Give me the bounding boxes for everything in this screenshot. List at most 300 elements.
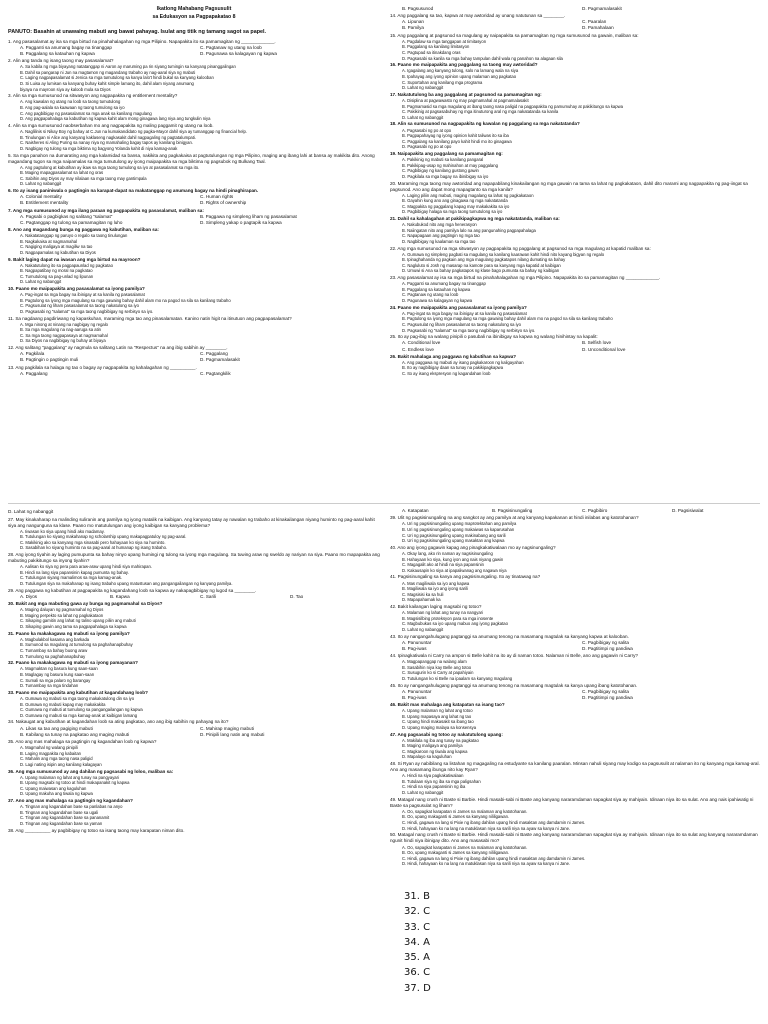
answer-option: B. Sa mga magulang na nag-aaruga sa atin [20,327,102,333]
answer-options [390,581,762,603]
answer-option: A. Mga ninong at ninang na nagbigay ng regalo [20,321,109,327]
question-item [390,515,762,543]
answer-option: A. Okay lang, ako rin naman ay nagsisinungaling [402,550,493,556]
answer-option: B. Magiliwala sa iyo ang iyong sarili [402,586,468,592]
answer-option: B. Nagkakaisa at nagmamahal [20,238,78,244]
answer-option: B. Laging magpakita ng kabaitan [20,750,81,756]
answer-option: C. Pagsusulat ng liham pasasalamat sa taong nakatulong sa iyo [402,321,521,327]
right-bottom-column [390,508,762,867]
answer-option: A. Maging daluyan ng pagmamahal ng Diyos [20,607,104,613]
answer-option: C. Laging nagpapasalamat si Jenica sa mga tumutulong sa kanya lalo't hindi bukal sa kanyang kalooban [20,75,214,81]
answer-option: A. Nakatutulong ito sa pagpapaunlad ng pagkatao [20,262,113,268]
question-stem: 16. Paano mo maipapakita ang paggalang sa taong may awtoridad? [390,62,538,68]
answer-option: B. Pagtingin o pagtingin muli [20,357,79,363]
answer-options [390,809,762,831]
answer-options [8,666,380,688]
answer-key [404,889,431,996]
answer-option: D. Kakausapin ko siya at ipapaliwanag ang nagawa niya [402,567,507,573]
answer-option: A. Nakubukod nito ang mga henerasyon [402,222,477,228]
answer-option: A. Tingnan ang kagandahan base sa panlabas na anyo [20,804,123,810]
question-stem: 14. Ang paggalang sa tao, kapwa at may awtoridad ay unang natutunan sa ________. [390,13,566,19]
answer-option: B. Pagmamasid sa mga magulang at ibang taong nasa paligid na pagpapakita ng pamumuhay at pakikitungo sa kapwa [402,103,623,109]
answer-option: B. Sasabihin niya kay Belle ang totoo [402,664,472,670]
question-stem: 47. Ang pagsasabi ng totoo ay nakatutulong upang: [390,731,503,737]
question-item [390,545,762,573]
answer-option: A. Disiplina at pagwawasto ng may pagmamahal at pagmamalasakit [402,98,529,103]
answer-options [390,281,762,303]
answer-option: D. Umuwi si Ana sa bahay pagkatapos ng klase bago pumunta sa bahay ng kaibigan [402,268,560,274]
answer-option: B. Upang magsabi ng totoo at hindi makapanakit ng kapwa [20,780,130,786]
answer-item: 31. B [404,891,430,902]
answer-option: B. Pagsusunod [402,6,434,11]
answer-option: B. Pag-iwas [402,694,427,700]
question-item [8,365,380,377]
question-item [390,508,762,514]
answer-options [390,640,762,652]
answer-option: C. Tumutulong sa pag-unlad ng lipunan [20,273,94,279]
answer-option: B. Pagtulong sa iyong mga magulang sa mga gawaing bahay dahil alam mo na pagod na sila sa kanilang trabaho [402,316,613,322]
answer-option: C. Magsisisi ka sa huli [402,591,444,597]
answer-options [8,371,380,377]
question-item [390,732,762,760]
answer-options [8,696,380,718]
question-stem: 5. Sa mga panahon na dumarating ang mga kalamidad sa bansa, nakikita ang pagkakaisa at pagtutulungan ng mga Pilipino, maging ang ibang lahi at bansa ay makikita dito. Anong magandang tugon sa mga naipamalas sa mga tumutulong ay iyong maipapakita sa mga biktima ng pagsubok ng Bulkang Taal. [8,152,375,164]
answer-option: B. Selfish love [582,340,612,346]
left-column [8,6,380,377]
answer-option: D. Tutulungan siya na makahanap ng isang trabaho upang matustusan ang pangangailangan ng kanyang pamilya. [20,581,233,587]
answer-option: D. Pagunawa sa kalagayan ng kapwa [200,50,277,56]
answer-option: C. Makikinig ako sa kanyang mga sinasabi pero hahayaan ko siya na huminto. [20,539,166,545]
question-stem: 1. Ang pasasalamat ay isa sa mga birtud na pinahahalagahan ng mga Pilipino. Napapakita ito sa pamamagitan ng _____________. [8,38,276,44]
left-bottom-column [8,508,380,834]
question-stem: 33. Paano mo maipapakita ang kabutihan at kagandahang loob? [8,689,148,695]
answer-item: 36. C [404,967,431,979]
answer-option: D. Lahat ng nabanggit [402,789,444,795]
right-column [390,6,762,377]
answer-option: C. Pagtupad sa itinakdang oras [402,50,461,55]
answer-option: A. Iiwasan ko siya upang hindi ako madamay. [20,528,105,534]
question-item [8,39,380,57]
question-item [8,188,380,206]
answer-option: C. Ang pagbibigay ng pasasalamat sa mga anak sa kanilang magulang [20,110,152,116]
answer-option: C. Tingnan ang kagandahan base sa pananamit [20,815,110,821]
answer-option: A. Oo, sapagkat karapatan ni James na malaman ang katotohanan. [402,808,528,814]
answer-option: A. Mas magiliwala sa iyo ang kapwa [402,580,470,586]
answer-option: B. Gayahin kung ano ang ginagawa ng mga nakatatanda [402,198,508,204]
answer-option: B. Tutulungan ko siyang makahanap ng scholarship upang makapagpatuloy ng pag-aaral. [20,534,187,540]
question-item [390,62,762,90]
answer-option: C. Paggalang sa kanilang payo kahit hindi mo ito ginagawa [402,138,512,144]
answer-options [8,263,380,285]
answer-option: B. Pagtulong sa iyong mga magulang sa mga gawaing bahay dahil alam mo na pagod na sila sa kanilang trabaho [20,297,231,303]
answer-options [390,222,762,244]
question-item [8,798,380,826]
answer-option: A. Pagkilala [20,351,45,357]
answer-item: 32. C [404,906,431,918]
answer-option: B. Ipahayag ang iyong opinion upang malaman ang pagkatao [402,74,517,79]
answer-option: A. Magbulakbol kasama ang barkada [20,636,90,642]
question-stem: 30. Bakit ang mga mabuting gawa ay bunga ng pagmamahal sa Diyos? [8,601,163,607]
answer-option: B. Oo, upang makaganti si James sa kanyang nililigawan. [402,814,510,820]
answer-option: C. Pagtanaw ng utang na loob [200,44,262,50]
answer-option: B. Entitlement mentality [20,200,69,206]
question-item [8,93,380,121]
answer-item: 33. C [404,921,431,933]
answer-option: B. Ang pag-aalala sa kaawaan ng taong tumulong sa iyo [20,105,125,111]
answer-option: C. Pagtangkilik [200,370,231,376]
answer-option: B. Hindi na lang siya papansinin kapag pumunta ng bahay. [20,569,129,575]
answer-option: D. Tao [290,593,304,599]
answer-option: C. Sikaping gamitin ang lahat ng talino upang piliin ang mabuti [20,618,136,624]
answer-options [8,99,380,121]
answer-option: D. Upang maging malaya sa konsensya [402,724,477,730]
answer-option: A. Aalisan ko siya ng pera para araw-araw upang hindi siya mahirapan. [20,564,152,570]
answer-option: D. Sasabihan ko siyang huminto na sa pag-aaral at humanap ng isang trabaho. [20,545,168,551]
question-item [8,123,380,151]
answer-option: A. Pakikinig ng mabuti sa kanilang pangaral [402,157,484,163]
question-stem: 48. Si Ryan ay nabibilang sa listahan ng magagaling na estudyante sa kanilang paaralan. Minsan nahuli siyang may kodigo sa pagsusulit at nalaman ito ng kanyang mga kamag-aral. Ano ang masamang ibunga nito kay Ryan? [390,761,760,773]
exam-title: Ikatlong Mahabang Pagsusulit [156,6,232,12]
question-item [8,153,380,187]
answer-option: C. Napapagaan ang pagtingin ng mga tao [402,233,480,239]
answer-options [8,594,380,600]
answer-option: D. Pagtitimpi ng pandiwa [582,645,633,651]
answer-option: C. Hindi na siya papansinin ng iba [402,784,466,790]
answer-options [390,128,762,150]
right-bottom-questions [390,508,762,867]
answer-option: D. Pagtitimpi ng pandiwa [582,694,633,700]
answer-option: D. Nagbibigay ng kaalaman sa mga tao [402,238,476,244]
answer-option: D. Lahat ng nabanggit [402,114,444,120]
answer-option: C. Magkaroon ng tiwala ang kapwa [402,748,468,754]
answer-option: B. Kabilang sa tunay na pagkatao ang maging mabuti [20,731,130,737]
answer-options [390,311,762,333]
question-stem: 45. Ito ay nangangahulugang pagtanggi sa anumang tenong na masamang magtulak sa kanya upang ibang katotohanan. [390,682,638,688]
answer-option: D. Simpleng yakap o pagtapik sa kapwa [200,219,282,225]
answer-option: B. Dahil sa pangarap ni Jun na magtamon ng magandang trabaho ay nag-aaral siya ng mabuti [20,69,196,75]
answer-options [390,252,762,274]
answer-option: A. Upang malaman ng lahat ang totoo [402,708,473,714]
question-stem: 8. Ano ang magandang bunga ng paggawa ng kabutihan, maliban sa: [8,227,159,233]
answer-item: 34. A [404,936,430,948]
answer-option: A. Colonial mentality [20,194,62,200]
answer-option: C. Pagtanaw ng utang na loob [402,292,459,298]
question-item [8,588,380,600]
answer-option: D. Pagsasabi ng "salamat" sa mga taong nagbibigay ng serbisyo sa iyo. [402,327,536,333]
answer-option: C. Pagtanggap ng tulong sa pamamagitan ng luho [20,219,123,225]
instructions: PANUTO: Basahin at unawaing mabuti ang bawat pahayag. Isulat ang titik ng tamang sagot sa papel. [8,28,266,35]
question-stem: 12. Ang salitang "paggalang" ay nagmula sa salitang Latin na "Respectus" na ang ibig sabihin ay ________. [8,345,228,351]
answer-options [390,845,762,867]
answer-option: D. Pagmamalasakit [582,6,622,11]
answer-options [390,39,762,61]
answer-option: C. Pagbibigay ng salita [582,688,629,694]
question-stem: 46. Bakit mas mahalaga ang katapatan sa isang tao? [390,702,505,708]
answer-option: A. Lipunan [402,19,424,25]
answer-option: A. Laging piliin ang mabuti, maging magalang sa lahat ng pagkakataon [402,192,534,198]
answer-options [390,6,762,12]
answer-options [8,45,380,57]
answer-option: D. Lahat ng nabanggit [402,626,444,632]
answer-option: C. Paggalang [200,351,228,357]
answer-options [8,637,380,659]
answer-option: D. Pagkilala sa mga bagay na ibinibigay sa iyo [402,173,489,179]
answer-option: C. Upang maiwasan ang kaguluhan [20,785,87,791]
answer-option: A. Diyos [20,593,38,599]
answer-option: D. Pagsasabi ng "salamat" sa mga taong nagbibigay ng serbisyo sa iyo. [20,308,154,314]
question-stem: 31. Paano ka makakagawa ng mabuti sa iyong pamilya? [8,630,130,636]
question-stem: 42. Bakit kailangan laging magsabi ng totoo? [390,604,482,609]
answer-option: B. Tinulungan ni Alice ang kanyang kaklaseng nagkasakit dahil nagpagaling ng pagtatalumpati. [20,134,197,140]
answer-option: A. Conditional love [402,340,441,346]
answer-option: C. Susugurin ko si Carry at papahiyain [402,670,474,676]
question-stem: 7. Ang mga sumusunod ay mga ilang paraan ng pagpapakita ng pasasalamat, maliban sa: [8,207,204,213]
answer-option: B. Kapwa [110,593,130,599]
question-stem: 13. Ang pagkilala sa halaga ng tao o bagay ay nagpapakita ng kahalagahan ng __________. [8,364,197,370]
answer-option: C. Magbubukas sa iyo upang mabuo ang iyong pagkatao [402,621,508,627]
answer-option: A. Likas sa tao ang pagiging mabuti [20,725,93,731]
answer-options [390,360,762,377]
answer-option: A. Sa kabila ng mga biyayang natatanggap ni Aaron ay maruming pa rin siyang tumingin sa kanyang pinanggalingan [20,64,236,70]
question-stem: 3. Alin sa mga sumusunod na sitwasyon ang nagpapakita ng entitlement mentality? [8,93,178,99]
answer-option: B. Pamilya [402,25,424,31]
answer-option: C. Naisheres si Aling Puring sa nanay niya ng mamahaling bagay tapos ay kanilang binigyan. [20,140,193,146]
answer-option: A. Katapatan [402,508,429,513]
answer-option: A. Makilala ng iba ang tunay na pagkatao [402,737,479,743]
answer-option: C. Pagbibiro [582,508,608,513]
answer-option: B. Pakikipag-usap ng mahinahon at may paggalang [402,162,498,168]
question-item [390,574,762,602]
answer-option: B. Magsisilbing proteksyon para sa mga inosente [402,615,494,621]
answer-options [8,804,380,826]
answer-option: C. Hindi, gagawa na lang si Pixie ng ibang dahilan upang hindi masaktan ang damdamin ni James. [402,855,586,861]
answer-option: C. Upang hindi makasakit sa ibang tao [402,719,474,725]
answer-option: B. Paggalang sa katauhan ng kapwa [402,286,471,292]
question-item [390,305,762,333]
answer-option: C. Sa mga taong nagpapasaya at nagmamahal [20,332,108,338]
question-item [8,316,380,344]
answer-option: D. Pamahalaan [582,25,614,31]
question-stem: 19. Naipapakita ang paggalang sa pamamagitan ng: [390,151,503,157]
answer-option: A. Pagdalaw sa mga tanggapan at Iimitasyon [402,38,487,44]
answer-option: A. Ang pagtulong at kabutihan ay ikaw sa mga taong tumulong sa iyo at pasasalamat sa mga ito. [20,164,200,170]
answer-option: B. Nagpapatibay ng moral na pagkatao [20,268,93,274]
question-item [8,208,380,226]
question-item [390,275,762,303]
answer-option: D. Mapapahamak ka [402,597,441,603]
question-item [8,660,380,688]
answer-option: A. Upang malaman ng lahat ang tunay na pangyayari [20,774,119,780]
answer-option: D. Tumulong sa paghahanapbuhay [20,653,86,659]
right-top-questions [390,6,762,377]
question-item [390,13,762,31]
answer-option: C. Nagiging maligaya at magiliw na tao [20,244,93,250]
answer-option: A. Pag-ingat sa mga bagay na ibinigay at sa kanila ng pasasalamat [402,310,527,316]
answer-option: B. Paggawa ng simpleng liham ng pasasalamat [200,213,297,219]
answer-options [8,564,380,586]
answer-options [8,322,380,344]
answer-option: B. Pagsisinungaling [492,508,533,513]
answer-option: B. Maging mapagpasalamat sa lahat ng oras [20,170,104,176]
answer-option: C. Mahirap maging mabuti [200,725,254,731]
question-item [8,509,380,515]
answer-options [8,292,380,314]
answer-option: B. Maglagay ng basura kung saan-saan [20,672,95,677]
answer-option: D. Pagunawa sa kalagayan ng kapwa [402,297,473,303]
answer-option: B. Ito ay nagbibigay daan sa tunay na pakikipagkapwa [402,365,504,371]
question-item [390,354,762,377]
question-item [8,58,380,92]
question-stem: 41. Pagsisinungaling sa kanya ang pagsisinungaling. Ito ay tinatawag na? [390,574,541,580]
answer-option: D. Gumawa ng mabuti sa mga kamag-anak at kaibigan lamang [20,712,138,718]
answer-option: C. Gumawa ng mabuti at tumulong sa pangangailangan ng kapwa [20,707,143,713]
question-item [390,634,762,652]
answer-option: B. Uri ng pagsisinungaling upang makaiwas sa kaparusahan [402,526,515,532]
left-top-questions [8,39,380,377]
answer-option: D. Sikaping gawin ang tama sa pagpapahalaga sa kapwa [20,624,127,629]
question-stem: 15. Ang paggalang at pagsunod sa magulang ay naipapakita sa pamamagitan ng mga sumusunod na gawain, maliban sa: [390,32,639,38]
answer-option: B. Ipinaghahanda ng pagkain ang mga magulang pagkatapos nilang dumating sa bahay [402,257,566,263]
question-item [390,653,762,681]
answer-option: C. Pagsusulat ng liham pasasalamat sa taong nakatulong sa iyo [20,303,139,309]
question-stem: 18. Alin sa sumusunod na nagpapakita ng kawalan ng paggalang sa mga nakatatanda? [390,121,580,127]
answer-option: D. Pagsasabi ng po at opo [402,144,452,150]
answer-option: C. Paaralan [582,19,607,25]
answer-option: B. Hahayaan ko siya, kung iyon ang nais niyang gawin [402,556,504,562]
question-item [8,601,380,629]
answer-options [390,708,762,730]
answer-option: D. Lagi nating isipin ang kanilang kalagayan [20,761,102,767]
question-stem: 24. Paano mo maipapakita ang pasasalamat sa iyong pamilya? [390,304,527,310]
answer-options [390,689,762,701]
answer-option: A. Uri ng pagsisinungaling upang maprotektahan ang pamilya [402,521,517,527]
answer-options [8,214,380,226]
question-stem: 4. Alin sa mga sumusunod naobserbahan mo ang nagpapakita ng maling paggamit ng utang na loob. [8,122,214,128]
question-item [390,121,762,149]
answer-option: D. Lahat ng nabanggit [402,85,444,91]
question-item [390,797,762,831]
question-stem: 9. Bakit laging dapat na iwasan ang mga birtud na mayroon? [8,256,141,262]
answer-option: D. Sa Diyos na nagbibigay ng buhay at biyaya [20,338,106,344]
question-stem: 21. Dahil sa kahalagahan at pakikipagkapwa ng mga nakatatanda, maliban sa: [390,216,560,222]
question-item [8,552,380,586]
answer-option: A. Naglilinis si Nikay Boy ng bahay at C.Jun na kumakandidato ng pagka-Mayor dahil siya ay tumanggap ng financial help. [20,129,247,135]
answer-option: biyaya na mayroon siya ay kaloob mula sa Diyos [20,86,111,92]
question-item [390,761,762,795]
answer-option: C. Sumali sa mga palaro ng barangay [20,677,91,683]
answer-option: C. Tutulungan siyang mamalimos sa mga kamag-anak. [20,575,123,581]
question-item [390,92,762,120]
question-item [8,719,380,737]
answer-options [390,157,762,179]
answer-option: D. Upang makuha ang tiwala ng kapwa [20,791,93,797]
question-stem: 26. Bakit mahalaga ang paggawa ng kabutihan sa kapwa? [390,353,517,359]
answer-option: A. Magmaktan ng basura kung saan-saan [20,666,98,672]
question-item [390,604,762,632]
answer-option: C. Sarili [200,593,217,599]
answer-option: D. Tingnan ang kagandahan base sa yaman [20,820,103,826]
answer-options [8,64,380,92]
answer-option: C. Uri ng pagsisinungaling upang makinabang ang sarili [402,532,506,538]
answer-option: D. Pinipili lang natin ang mabuti [200,731,265,737]
question-stem: 20. Maraming mga taong may awtoridad ang napapabilang kinakailangan ng mga gawain na tama sa lahat ng pagkakataon, dahil dito marami ang nagpapakita ng pag-iingat sa pagsunod. Ano ang dapat mong mapagtanto sa mga kanila? [390,180,748,192]
question-stem: 43. Ito ay nangangahulugang pagtanggi sa anumang tenong na masamang magtulak sa kanyang kapwa at kalooban. [390,633,629,639]
answer-options [390,610,762,632]
answer-option: C. Tumambay sa bahay buong araw [20,648,88,653]
question-item [390,33,762,61]
answer-option: B. Tingnan ang kagandahan base sa ugali [20,809,99,815]
answer-option: D. Tutulungan ko si Belle na ipaalam sa kanyang magulang [402,675,513,681]
exam-subject: sa Edukasyon sa Pagpapakatao 8 [152,13,236,20]
answer-option: A. Malaman ng lahat ang tunay na nangyari [402,610,484,616]
question-item [390,334,762,352]
answer-option: C. Hindi, gagawa na lang si Pixie ng ibang dahilan upang hindi masaktan ang damdamin ni James. [402,819,586,825]
question-item [390,832,762,866]
question-stem: 29. Ang paggawa ng kabutihan at pagpapakita ng kagandahang loob sa kapwa ay nakapagbibigay ng lugod sa ________. [8,587,257,593]
question-stem: 2. Alin ang tanda ng isang taong may pasasalamat? [8,58,114,64]
answer-item: 37. D [404,982,431,994]
question-stem: 22. Ang mga sumusunod na mga sitwasyon ay pagpapakita ng paggalang at pagsunod sa mga magulang at kapatid maliban sa: [390,245,651,251]
answer-option: A. Gumawa ng mabuti sa mga taong makakatulong din sa iyo [20,696,135,701]
question-stem: 39. Ulit ng pagsisinungaling na ang sangkot ay ang pamilya at ang kanyang kapakanan at hindi inilabas ang katotohanan? [390,515,639,521]
answer-option: C. Suportahan ang kanilang mga programa [402,79,483,85]
answer-options [8,351,380,363]
left-bottom-questions [8,509,380,833]
answer-option: B. Maging perpekto sa lahat ng pagkakataon [20,612,104,618]
answer-option: C. Nagluluto si Josh ng masarap na kamote para sa kanyang mga kapatid at kaibigan [402,262,561,268]
question-item [390,216,762,244]
answer-option: B. Pag-iwas [402,645,427,651]
answer-option: D. Hindi, hahayaan ko na lang na matuklasan niya sa sarili niya na ayaw sa kanya ni Jane. [402,861,571,867]
answer-option: D. Pagsasabi sa kanila sa mga bahay tampulan dahil wala ng panahon na alagaan sila [402,55,563,61]
answer-options [390,193,762,215]
answer-options [8,194,380,206]
answer-option: D. Si Luisa ay lumisan sa kanyang buhay kahit simple lamang ito, dahil alam niyang anumang [20,81,194,87]
question-item [390,246,762,274]
answer-option: D. Unconditional love [582,346,626,352]
answer-option: D. Pagbibigay halaga sa mga taong tumutulong sa iyo [402,209,503,215]
answer-option: A. Igagalang ang kanyang tulong, salo na lamang wala na siya [402,68,519,74]
answer-options [390,738,762,760]
question-stem: 35. Ano ang mas mahalaga sa pagtingin ng kagandahan loob ng kapwa? [8,738,157,744]
answer-option: C. Mahalin ang mga taong nasa paligid [20,756,93,762]
answer-options [8,165,380,187]
answer-option: A. Magpapanggap na walang alam [402,659,467,665]
answer-option: A. Panununtar [402,639,432,645]
question-item [8,631,380,659]
answer-options [8,233,380,255]
answer-option: D. Lahat ng nabanggit [20,279,62,285]
answer-option: B. Naiingatan nito ang pamilya lalo na ang pangunahing pagpapahalaga [402,227,536,233]
answer-options [8,607,380,629]
question-item [390,6,762,12]
answer-option: A. Paggalang [20,370,48,376]
question-stem: 38. Ang __________ ay pagbibigay ng totoo sa isang taong may karapatan niman dito. [8,827,185,833]
answer-option: C. Pagbibigay ng kanilang gustong gawin [402,168,479,174]
question-item [8,769,380,797]
question-stem: 37. Ano ang mas mahalaga sa pagtingin ng kagandahan? [8,798,133,804]
question-item [390,151,762,179]
question-stem: 32. Paano ka makakagawa ng mabuti sa iyong pamayanan? [8,660,138,666]
answer-options [390,340,762,352]
answer-item: 35. A [404,952,430,964]
answer-option: D. Tumambay sa mga tindahan [20,683,79,689]
answer-option: D. Rights of ownership [200,200,247,206]
answer-option: C. Magagalit ako at hindi na siya papansinin [402,562,484,568]
question-item [8,828,380,834]
answer-option: C. Sabihin ang Diyos ay may nilalaan sa mga taong may gantimpala [20,175,147,181]
answer-options [390,98,762,120]
